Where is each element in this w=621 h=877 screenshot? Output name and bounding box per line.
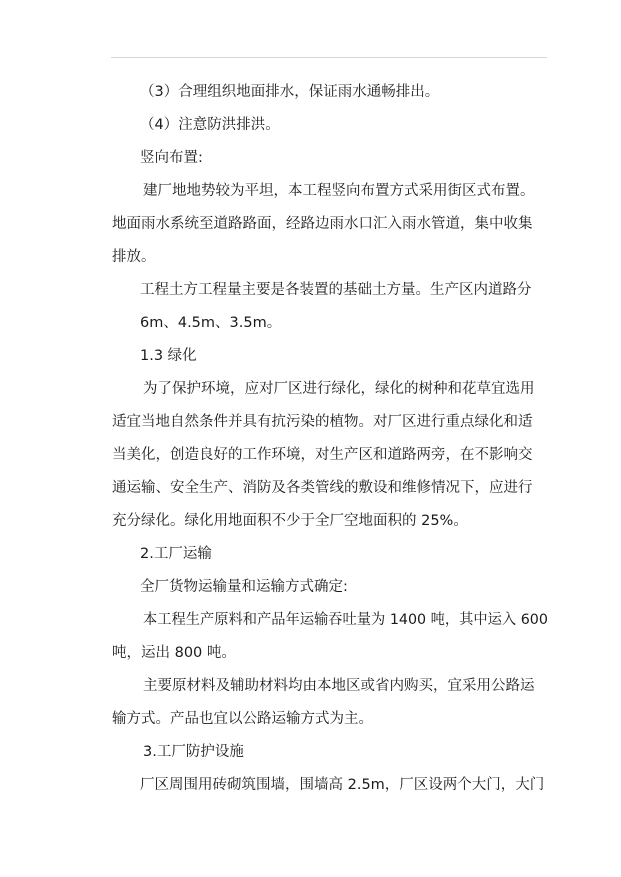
paragraph-line: 6m、4.5m、3.5m。 xyxy=(140,315,282,331)
paragraph-line: 吨，运出 800 吨。 xyxy=(112,645,236,661)
paragraph-line: 适宜当地自然条件并具有抗污染的植物。对厂区进行重点绿化和适 xyxy=(112,414,533,430)
paragraph-line: 厂区周围用砖砌筑围墙，围墙高 2.5m，厂区设两个大门，大门 xyxy=(140,777,545,793)
paragraph-line: （4）注意防洪排洪。 xyxy=(140,117,280,133)
section-heading: 3.工厂防护设施 xyxy=(143,744,244,760)
paragraph-line: 工程土方工程量主要是各装置的基础土方量。生产区内道路分 xyxy=(140,282,532,298)
header-rule xyxy=(111,57,547,58)
section-heading: 1.3 绿化 xyxy=(140,348,197,364)
paragraph-line: 充分绿化。绿化用地面积不少于全厂空地面积的 25%。 xyxy=(112,513,468,529)
paragraph-line: 为了保护环境，应对厂区进行绿化，绿化的树种和花草宜选用 xyxy=(143,381,535,397)
paragraph-line: 排放。 xyxy=(112,249,156,265)
paragraph-line: 全厂货物运输量和运输方式确定: xyxy=(140,579,348,595)
paragraph-line: 输方式。产品也宜以公路运输方式为主。 xyxy=(112,711,373,727)
section-heading: 竖向布置: xyxy=(140,150,203,166)
section-heading: 2.工厂运输 xyxy=(140,546,212,562)
paragraph-line: 本工程生产原料和产品年运输吞吐量为 1400 吨，其中运入 600 xyxy=(143,612,548,628)
paragraph-line: 主要原材料及辅助材料均由本地区或省内购买，宜采用公路运 xyxy=(143,678,535,694)
paragraph-line: 通运输、安全生产、消防及各类管线的敷设和维修情况下，应进行 xyxy=(112,480,533,496)
paragraph-line: 地面雨水系统至道路路面，经路边雨水口汇入雨水管道，集中收集 xyxy=(112,216,533,232)
paragraph-line: （3）合理组织地面排水，保证雨水通畅排出。 xyxy=(140,84,440,100)
paragraph-line: 当美化，创造良好的工作环境，对生产区和道路两旁，在不影响交 xyxy=(112,447,533,463)
paragraph-line: 建厂地地势较为平坦，本工程竖向布置方式采用街区式布置。 xyxy=(143,183,535,199)
